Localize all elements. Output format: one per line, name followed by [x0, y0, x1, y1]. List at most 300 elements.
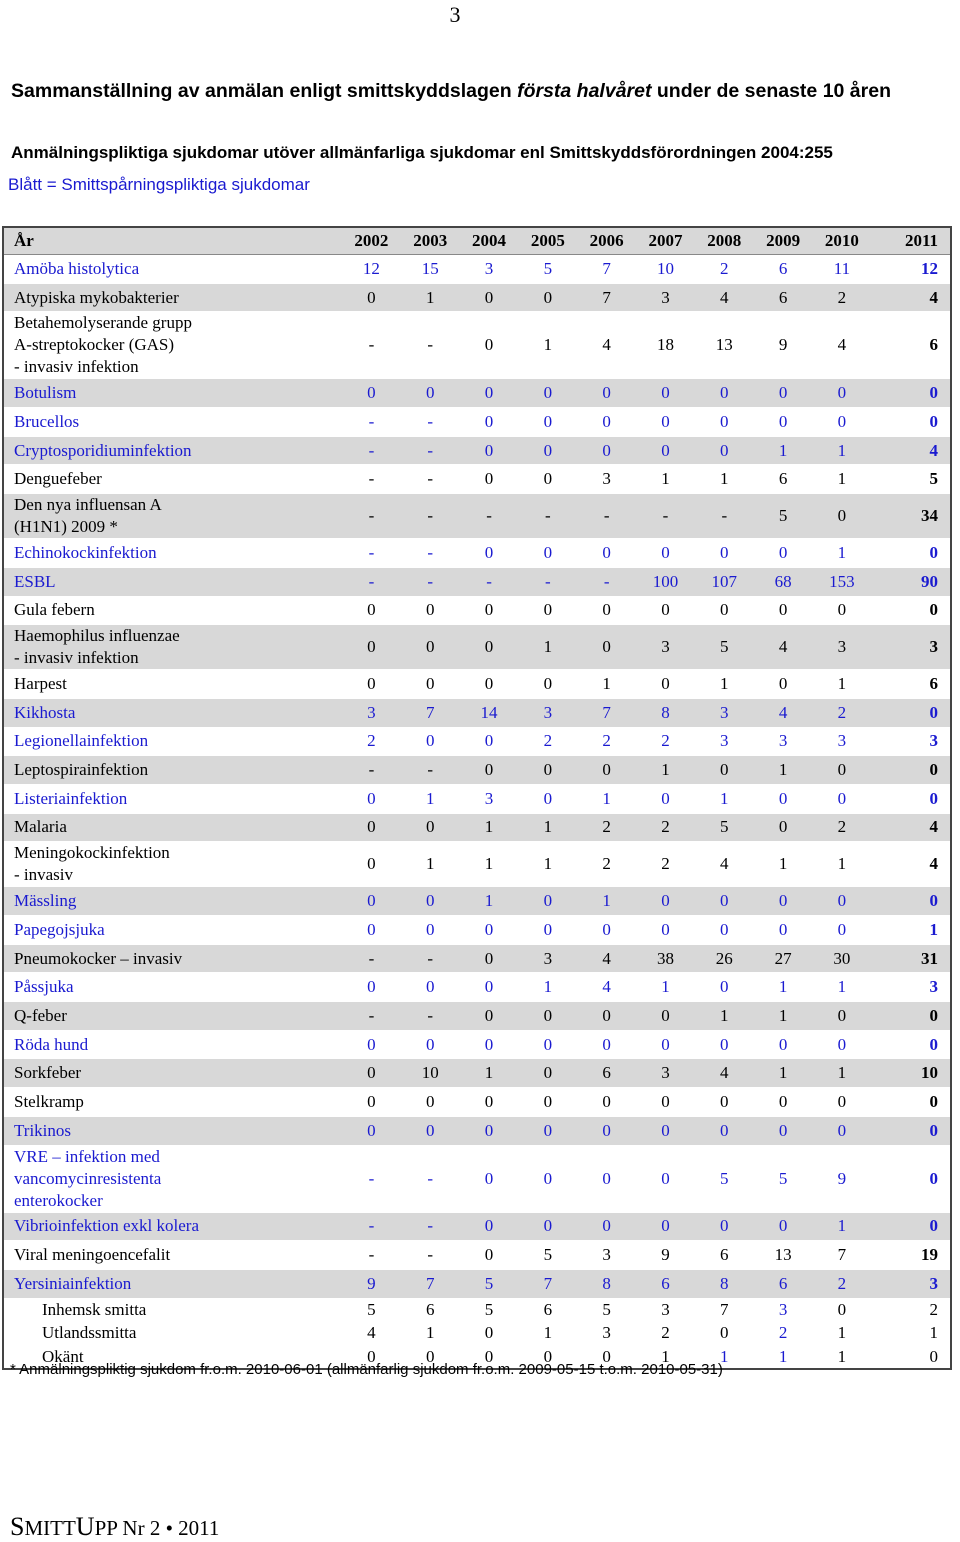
cell-value: 5	[695, 813, 754, 842]
cell-value: 3	[695, 727, 754, 756]
brand-mitt: MITT	[24, 1516, 76, 1540]
cell-value: 0	[577, 436, 636, 465]
cell-value: 0	[460, 727, 519, 756]
cell-value: -	[342, 567, 401, 596]
cell-value: 0	[871, 596, 951, 625]
cell-value: 0	[518, 1030, 577, 1059]
cell-value: 1	[695, 784, 754, 813]
cell-value: 3	[518, 944, 577, 973]
cell-value: 0	[636, 539, 695, 568]
cell-value: 0	[754, 539, 813, 568]
cell-value: 5	[518, 1241, 577, 1270]
cell-value: 1	[813, 539, 872, 568]
cell-value: 1	[518, 813, 577, 842]
cell-value: 1	[813, 436, 872, 465]
cell-value: 1	[636, 756, 695, 785]
cell-value: 3	[871, 625, 951, 670]
row-name	[3, 842, 342, 887]
table-row	[3, 465, 951, 494]
row-name-line: A-streptokocker (GAS)	[14, 335, 175, 355]
cell-value: 0	[813, 1088, 872, 1117]
cell-value: 4	[577, 973, 636, 1002]
row-name: Brucellos	[3, 408, 342, 437]
cell-value: 0	[342, 1345, 401, 1369]
cell-value: -	[342, 756, 401, 785]
cell-value: 0	[518, 1212, 577, 1241]
title-part2: under de senaste 10 åren	[651, 80, 891, 102]
cell-value: 0	[871, 408, 951, 437]
cell-value: 2	[577, 813, 636, 842]
cell-value: 0	[401, 973, 460, 1002]
cell-value: 1	[695, 1345, 754, 1369]
row-name: Harpest	[3, 670, 342, 699]
cell-value: 1	[401, 283, 460, 312]
cell-value: -	[401, 539, 460, 568]
cell-value: 0	[636, 436, 695, 465]
cell-value: 0	[695, 379, 754, 408]
cell-value: 9	[754, 312, 813, 379]
cell-value: 7	[518, 1269, 577, 1298]
row-name: Vibrioinfektion exkl kolera	[3, 1212, 342, 1241]
cell-value: 0	[636, 916, 695, 945]
cell-value: 0	[401, 670, 460, 699]
cell-value: 27	[754, 944, 813, 973]
cell-value: 4	[577, 944, 636, 973]
cell-value: 0	[636, 1002, 695, 1031]
cell-value: 0	[518, 408, 577, 437]
cell-value: 1	[813, 670, 872, 699]
cell-value: 0	[695, 408, 754, 437]
cell-value: 0	[518, 1145, 577, 1212]
row-name-line: VRE – infektion med	[14, 1146, 160, 1166]
cell-value: 4	[871, 813, 951, 842]
cell-value: 0	[342, 842, 401, 887]
row-name: Pneumokocker – invasiv	[3, 944, 342, 973]
row-name: Trikinos	[3, 1116, 342, 1145]
cell-value: 0	[342, 670, 401, 699]
cell-value: 0	[518, 916, 577, 945]
cell-value: 3	[577, 1241, 636, 1270]
cell-value: 12	[871, 255, 951, 284]
row-name-line: - invasiv infektion	[14, 648, 139, 668]
cell-value: 0	[460, 596, 519, 625]
cell-value: 2	[577, 727, 636, 756]
cell-value: 6	[871, 312, 951, 379]
cell-value: -	[460, 567, 519, 596]
cell-value: 107	[695, 567, 754, 596]
subrow-name: Okänt	[3, 1345, 342, 1369]
cell-value: -	[401, 1241, 460, 1270]
cell-value: 0	[518, 1002, 577, 1031]
title-part1: Sammanställning av anmälan enligt smittskyddslagen	[11, 80, 518, 102]
cell-value: 0	[636, 408, 695, 437]
title-italic: första halvåret	[517, 80, 652, 102]
cell-value: 0	[813, 408, 872, 437]
cell-value: 0	[401, 1088, 460, 1117]
cell-value: -	[518, 567, 577, 596]
cell-value: 4	[754, 625, 813, 670]
cell-value: -	[342, 312, 401, 379]
cell-value: -	[460, 494, 519, 539]
cell-value: -	[401, 408, 460, 437]
cell-value: 1	[460, 887, 519, 916]
cell-value: 6	[871, 670, 951, 699]
cell-value: 4	[577, 312, 636, 379]
cell-value: 0	[577, 1145, 636, 1212]
table-row	[3, 567, 951, 596]
cell-value: 0	[813, 1116, 872, 1145]
cell-value: 3	[871, 727, 951, 756]
cell-value: 30	[813, 944, 872, 973]
row-name: Atypiska mykobakterier	[3, 283, 342, 312]
cell-value: 2	[871, 1298, 951, 1322]
page-title	[11, 78, 931, 104]
cell-value: 2	[636, 842, 695, 887]
cell-value: 0	[460, 436, 519, 465]
cell-value: 7	[577, 255, 636, 284]
cell-value: 0	[871, 1088, 951, 1117]
cell-value: 3	[342, 698, 401, 727]
cell-value: 0	[342, 784, 401, 813]
cell-value: 13	[754, 1241, 813, 1270]
table-row	[3, 539, 951, 568]
table-row	[3, 1145, 951, 1212]
cell-value: 0	[871, 539, 951, 568]
cell-value: 0	[695, 539, 754, 568]
row-name: Påssjuka	[3, 973, 342, 1002]
cell-value: 0	[871, 1002, 951, 1031]
cell-value: 0	[871, 1145, 951, 1212]
cell-value: 0	[695, 756, 754, 785]
cell-value: 0	[754, 1116, 813, 1145]
publication-brand	[10, 1512, 219, 1542]
cell-value: 0	[518, 379, 577, 408]
cell-value: 4	[695, 842, 754, 887]
cell-value: 0	[401, 727, 460, 756]
cell-value: 12	[342, 255, 401, 284]
cell-value: 0	[754, 887, 813, 916]
cell-value: 1	[754, 842, 813, 887]
cell-value: 3	[460, 255, 519, 284]
cell-value: 0	[871, 1212, 951, 1241]
cell-value: 0	[636, 379, 695, 408]
cell-value: -	[695, 494, 754, 539]
cell-value: 0	[342, 1088, 401, 1117]
cell-value: 0	[460, 670, 519, 699]
cell-value: -	[342, 436, 401, 465]
table-row	[3, 944, 951, 973]
cell-value: 0	[401, 596, 460, 625]
cell-value: 0	[695, 887, 754, 916]
header-year: 2002	[342, 227, 401, 255]
cell-value: 4	[695, 1059, 754, 1088]
cell-value: 1	[577, 784, 636, 813]
cell-value: 5	[460, 1269, 519, 1298]
cell-value: 4	[695, 283, 754, 312]
cell-value: 10	[401, 1059, 460, 1088]
cell-value: 1	[636, 973, 695, 1002]
cell-value: 0	[342, 813, 401, 842]
cell-value: -	[518, 494, 577, 539]
brand-issue: Nr 2 • 2011	[117, 1516, 220, 1540]
cell-value: 5	[754, 494, 813, 539]
cell-value: 0	[401, 813, 460, 842]
cell-value: 90	[871, 567, 951, 596]
cell-value: 0	[695, 1322, 754, 1346]
cell-value: -	[342, 944, 401, 973]
cell-value: 15	[401, 255, 460, 284]
cell-value: 0	[460, 756, 519, 785]
cell-value: 4	[871, 283, 951, 312]
row-name: Echinokockinfektion	[3, 539, 342, 568]
cell-value: 2	[342, 727, 401, 756]
cell-value: 3	[636, 1059, 695, 1088]
cell-value: 0	[401, 1030, 460, 1059]
cell-value: 38	[636, 944, 695, 973]
cell-value: 1	[871, 1322, 951, 1346]
cell-value: -	[401, 1002, 460, 1031]
row-name-line: Den nya influensan A	[14, 495, 162, 515]
cell-value: -	[401, 436, 460, 465]
table-row	[3, 379, 951, 408]
cell-value: 0	[871, 756, 951, 785]
cell-value: 0	[401, 916, 460, 945]
disease-table	[2, 226, 952, 1370]
cell-value: 4	[871, 842, 951, 887]
cell-value: 1	[401, 842, 460, 887]
cell-value: 0	[813, 887, 872, 916]
row-name: Q-feber	[3, 1002, 342, 1031]
cell-value: 1	[518, 973, 577, 1002]
cell-value: 0	[518, 465, 577, 494]
cell-value: 1	[460, 813, 519, 842]
cell-value: 11	[813, 255, 872, 284]
table-row	[3, 1088, 951, 1117]
cell-value: 0	[460, 916, 519, 945]
row-name-line: - invasiv infektion	[14, 357, 139, 377]
cell-value: -	[342, 1145, 401, 1212]
table-row	[3, 436, 951, 465]
cell-value: 1	[871, 916, 951, 945]
cell-value: 0	[813, 596, 872, 625]
cell-value: 0	[460, 944, 519, 973]
cell-value: -	[401, 944, 460, 973]
cell-value: 0	[342, 1059, 401, 1088]
cell-value: 14	[460, 698, 519, 727]
cell-value: 0	[754, 670, 813, 699]
cell-value: 0	[460, 408, 519, 437]
cell-value: 6	[754, 255, 813, 284]
cell-value: 1	[518, 312, 577, 379]
cell-value: 31	[871, 944, 951, 973]
cell-value: 6	[401, 1298, 460, 1322]
header-year: 2011	[871, 227, 951, 255]
cell-value: 2	[636, 1322, 695, 1346]
cell-value: 1	[695, 465, 754, 494]
table-row	[3, 1212, 951, 1241]
cell-value: 0	[695, 973, 754, 1002]
cell-value: 0	[577, 1030, 636, 1059]
cell-value: 1	[401, 784, 460, 813]
row-name: Röda hund	[3, 1030, 342, 1059]
cell-value: 3	[871, 973, 951, 1002]
row-name: Mässling	[3, 887, 342, 916]
row-name: ESBL	[3, 567, 342, 596]
cell-value: 13	[695, 312, 754, 379]
row-name: Legionellainfektion	[3, 727, 342, 756]
cell-value: 7	[577, 283, 636, 312]
row-name: Yersiniainfektion	[3, 1269, 342, 1298]
cell-value: 26	[695, 944, 754, 973]
cell-value: 0	[871, 379, 951, 408]
cell-value: 5	[695, 625, 754, 670]
cell-value: 1	[754, 973, 813, 1002]
header-year: 2005	[518, 227, 577, 255]
cell-value: 1	[401, 1322, 460, 1346]
header-year: 2003	[401, 227, 460, 255]
cell-value: 6	[518, 1298, 577, 1322]
cell-value: 2	[754, 1322, 813, 1346]
cell-value: 0	[342, 625, 401, 670]
cell-value: 0	[695, 596, 754, 625]
cell-value: 0	[636, 1145, 695, 1212]
cell-value: 100	[636, 567, 695, 596]
table-subrow	[3, 1298, 951, 1322]
cell-value: 2	[577, 842, 636, 887]
cell-value: 0	[460, 1116, 519, 1145]
cell-value: 0	[813, 379, 872, 408]
cell-value: 9	[813, 1145, 872, 1212]
row-name: Botulism	[3, 379, 342, 408]
row-name: Papegojsjuka	[3, 916, 342, 945]
cell-value: 7	[695, 1298, 754, 1322]
cell-value: 0	[342, 887, 401, 916]
cell-value: 2	[636, 727, 695, 756]
cell-value: 10	[871, 1059, 951, 1088]
cell-value: 1	[754, 1059, 813, 1088]
cell-value: 0	[460, 283, 519, 312]
row-name: Viral meningoencefalit	[3, 1241, 342, 1270]
cell-value: 0	[577, 539, 636, 568]
color-legend: Blått = Smittspårningspliktiga sjukdomar	[8, 175, 310, 194]
cell-value: 7	[401, 1269, 460, 1298]
cell-value: 6	[577, 1059, 636, 1088]
cell-value: 0	[342, 283, 401, 312]
cell-value: 1	[754, 1002, 813, 1031]
cell-value: 5	[342, 1298, 401, 1322]
row-name: Denguefeber	[3, 465, 342, 494]
table-subrow	[3, 1322, 951, 1346]
cell-value: 0	[695, 436, 754, 465]
cell-value: -	[401, 494, 460, 539]
row-name-line: vancomycinresistenta	[14, 1168, 162, 1188]
footnote: * Anmälningspliktig sjukdom fr.o.m. 2010-06-01 (allmänfarlig sjukdom fr.o.m. 2009-05-15 t.o.m. 2010-05-31)	[10, 1361, 723, 1378]
cell-value: 0	[401, 379, 460, 408]
cell-value: 3	[460, 784, 519, 813]
cell-value: -	[342, 1002, 401, 1031]
header-year: 2009	[754, 227, 813, 255]
cell-value: 3	[636, 625, 695, 670]
cell-value: 18	[636, 312, 695, 379]
cell-value: 1	[695, 670, 754, 699]
cell-value: 0	[871, 784, 951, 813]
cell-value: 0	[871, 1345, 951, 1369]
cell-value: 0	[813, 1030, 872, 1059]
cell-value: 153	[813, 567, 872, 596]
cell-value: 0	[401, 625, 460, 670]
cell-value: 7	[401, 698, 460, 727]
cell-value: 6	[695, 1241, 754, 1270]
row-name	[3, 494, 342, 539]
cell-value: 0	[342, 916, 401, 945]
cell-value: 0	[401, 1116, 460, 1145]
brand-u: U	[75, 1512, 95, 1541]
cell-value: -	[401, 312, 460, 379]
cell-value: 5	[460, 1298, 519, 1322]
cell-value: 5	[695, 1145, 754, 1212]
cell-value: 1	[754, 756, 813, 785]
cell-value: 1	[636, 1345, 695, 1369]
table-row	[3, 1059, 951, 1088]
cell-value: 0	[813, 916, 872, 945]
row-name-line: enterokocker	[14, 1190, 103, 1210]
cell-value: 0	[518, 1059, 577, 1088]
table-row	[3, 1116, 951, 1145]
cell-value: 4	[871, 436, 951, 465]
cell-value: 5	[754, 1145, 813, 1212]
cell-value: 1	[518, 625, 577, 670]
cell-value: 0	[518, 596, 577, 625]
cell-value: 0	[871, 1116, 951, 1145]
row-name: Listeriainfektion	[3, 784, 342, 813]
cell-value: 3	[636, 1298, 695, 1322]
cell-value: 1	[813, 973, 872, 1002]
table-row	[3, 255, 951, 284]
table-row	[3, 1002, 951, 1031]
cell-value: 0	[401, 1345, 460, 1369]
table-row	[3, 494, 951, 539]
brand-pp: PP	[94, 1516, 118, 1540]
cell-value: 0	[636, 1212, 695, 1241]
cell-value: 0	[342, 973, 401, 1002]
cell-value: 0	[577, 379, 636, 408]
cell-value: 0	[636, 1030, 695, 1059]
table-row	[3, 670, 951, 699]
subrow-name: Utlandssmitta	[3, 1322, 342, 1346]
cell-value: 0	[636, 670, 695, 699]
cell-value: 5	[518, 255, 577, 284]
cell-value: 0	[460, 1322, 519, 1346]
cell-value: 0	[695, 1116, 754, 1145]
cell-value: 4	[754, 698, 813, 727]
table-row	[3, 625, 951, 670]
header-year: 2008	[695, 227, 754, 255]
cell-value: 0	[577, 1002, 636, 1031]
cell-value: 2	[813, 813, 872, 842]
cell-value: 6	[754, 465, 813, 494]
cell-value: 0	[577, 756, 636, 785]
cell-value: 8	[695, 1269, 754, 1298]
row-name-line: - invasiv	[14, 865, 74, 885]
cell-value: 0	[754, 596, 813, 625]
cell-value: 2	[813, 283, 872, 312]
cell-value: 0	[577, 916, 636, 945]
cell-value: 0	[460, 1002, 519, 1031]
cell-value: 0	[754, 1212, 813, 1241]
row-name: Malaria	[3, 813, 342, 842]
cell-value: 0	[813, 784, 872, 813]
cell-value: -	[401, 465, 460, 494]
